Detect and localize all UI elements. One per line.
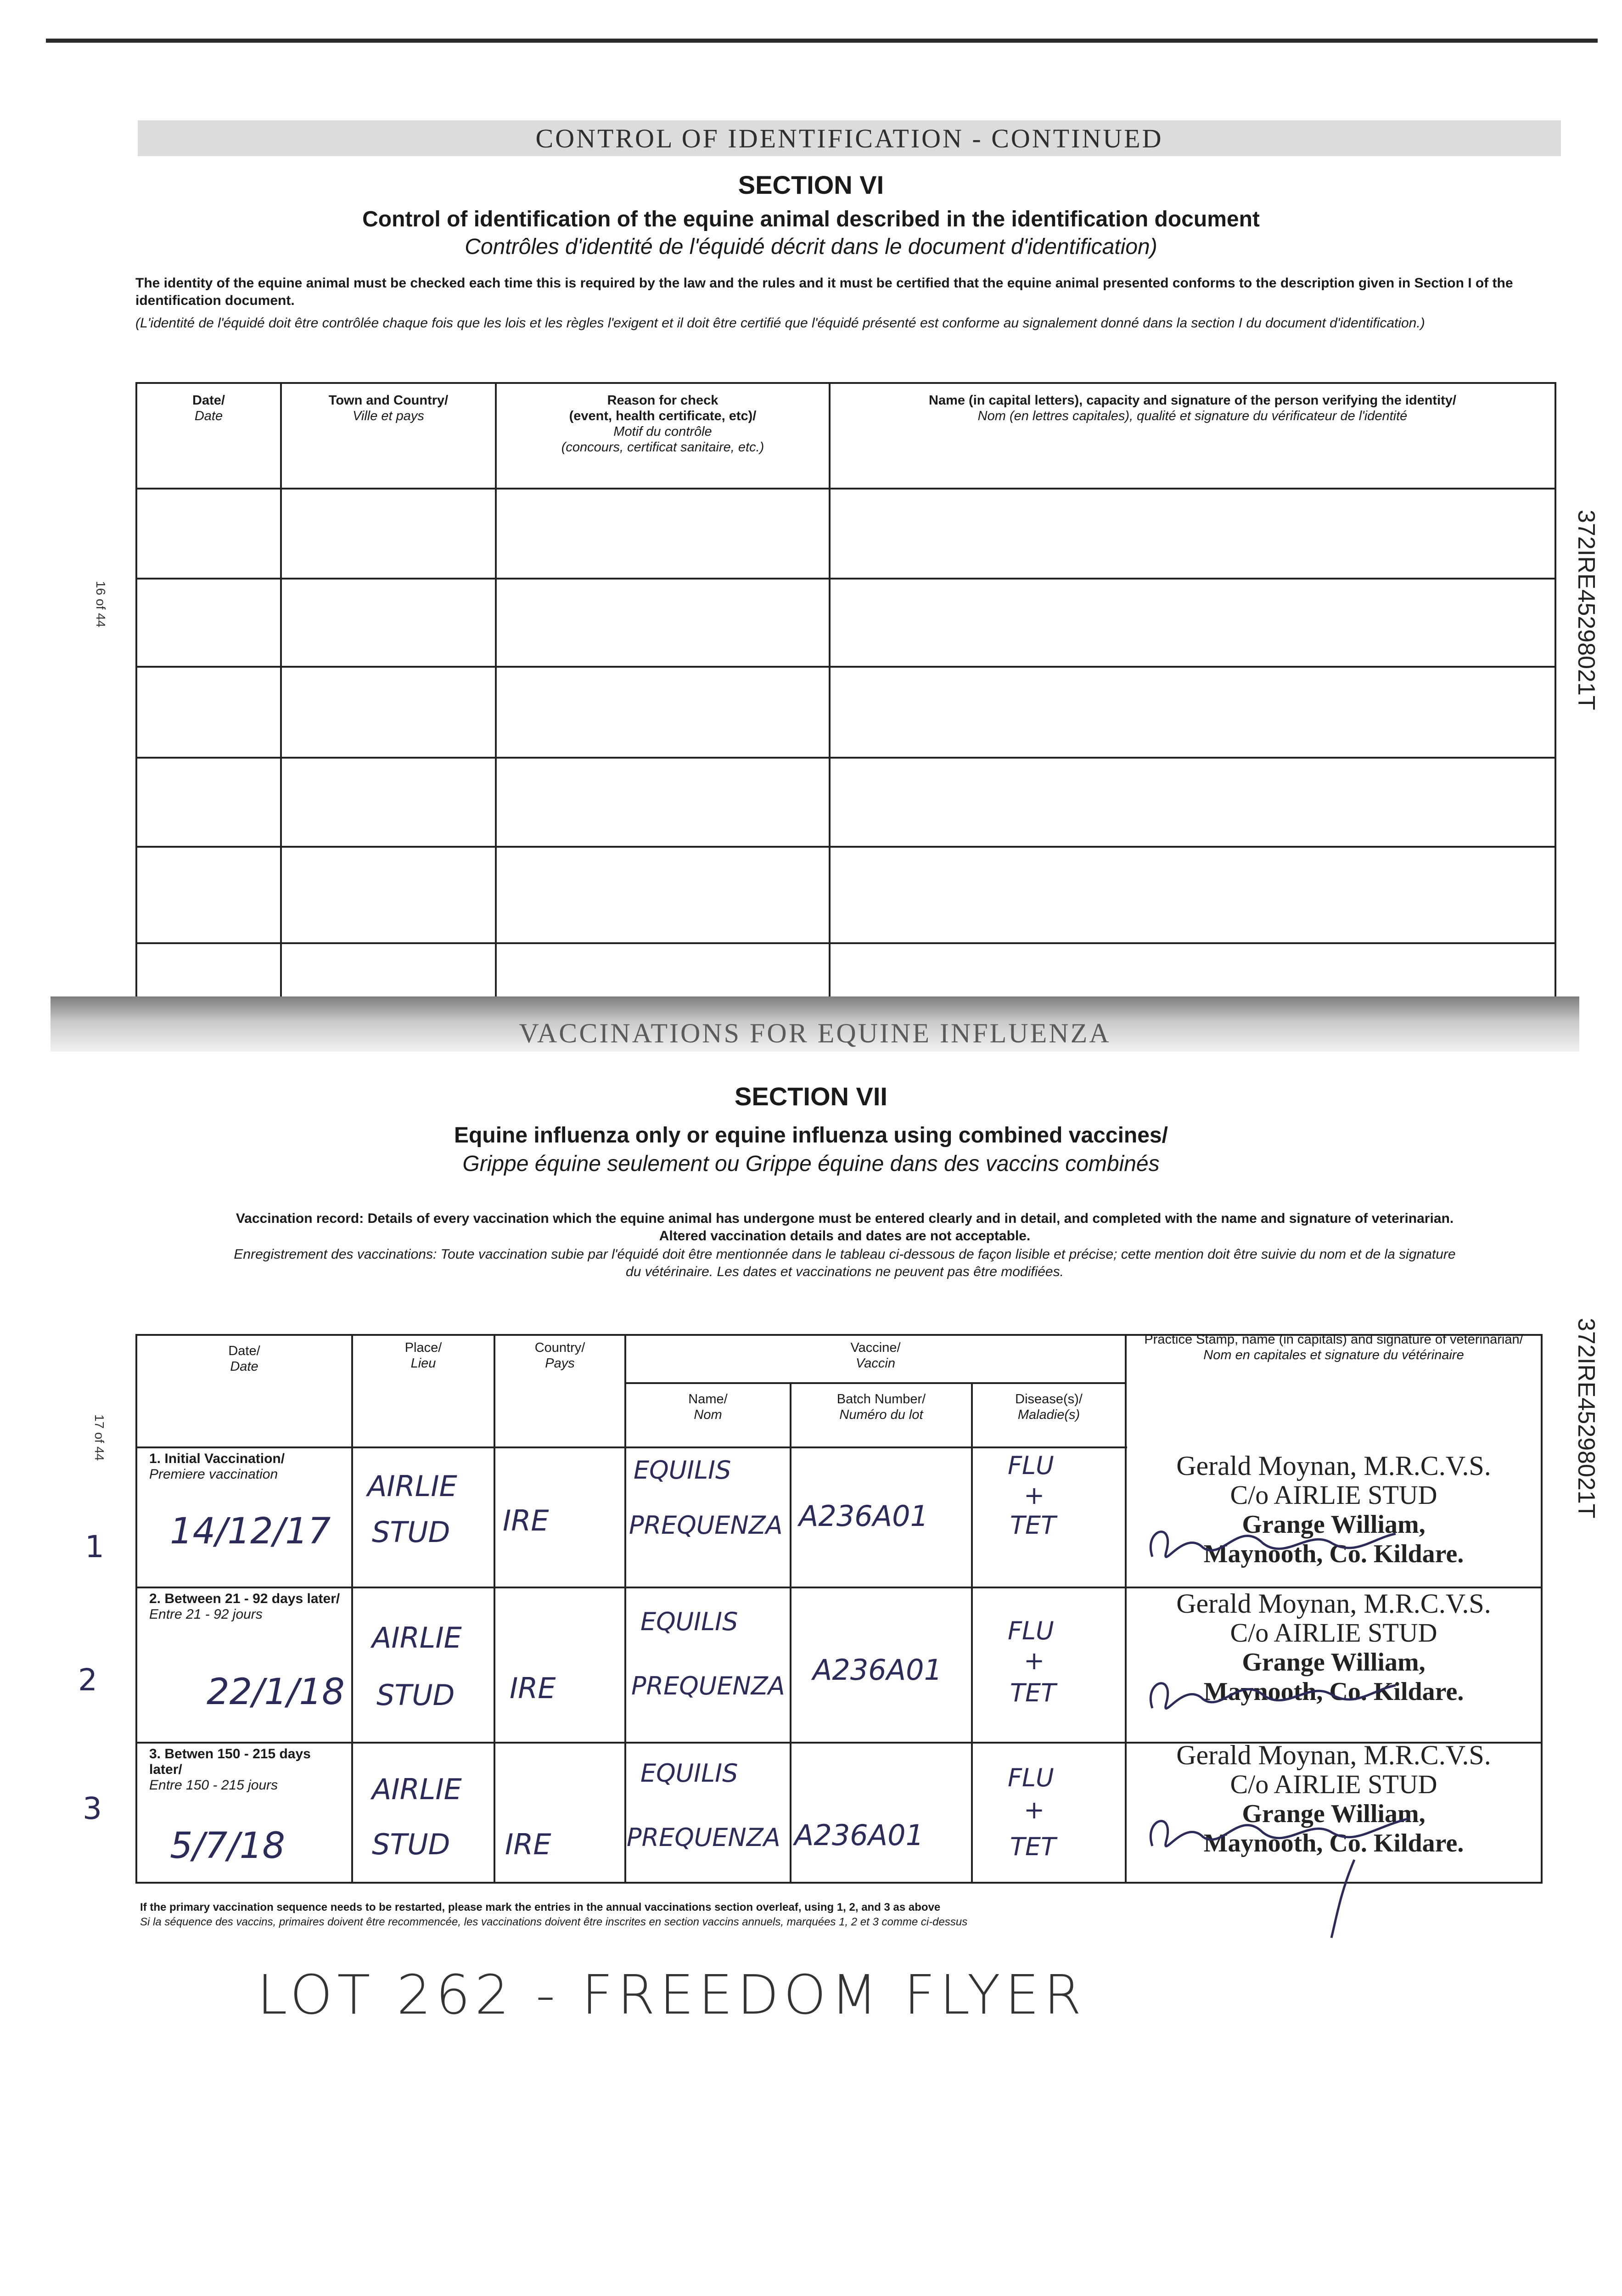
col-header-disease: Disease(s)/ Maladie(s) [1015, 1392, 1083, 1422]
place-2-line2: STUD [376, 1678, 455, 1712]
handwritten-lot-note: LOT 262 - FREEDOM FLYER [257, 1963, 1086, 2026]
batch-number-1: A236A01 [799, 1499, 929, 1533]
vaccine-name-1-line2: PREQUENZA [629, 1511, 783, 1540]
section-vi-instructions-en: The identity of the equine animal must be checked each time this is required by the law and the rules and it must be certified that the equine animal presented conforms to the description given in Section I of the identification document. [135, 276, 1513, 308]
place-3-line2: STUD [372, 1828, 450, 1861]
vaccination-record-en-2: Altered vaccination details and dates are not acceptable. [659, 1228, 1031, 1244]
side-identifier-upper: 372IRE45298021T [1573, 510, 1600, 710]
disease-3-line1: FLU [1008, 1763, 1054, 1792]
place-3-line1: AIRLIE [372, 1773, 462, 1806]
disease-2-line3: TET [1010, 1678, 1056, 1707]
col-header-vaccine: Vaccine/ Vaccin [850, 1340, 901, 1371]
page-number-17: 17 of 44 [92, 1414, 107, 1461]
country-2: IRE [510, 1671, 556, 1705]
page-number-16: 16 of 44 [94, 581, 108, 628]
vaccine-name-2-line1: EQUILIS [640, 1607, 738, 1636]
disease-3-line2: + [1024, 1795, 1045, 1824]
section-vi-subtitle-en: Control of identification of the equine animal described in the identification document [362, 207, 1260, 231]
batch-number-3: A236A01 [794, 1818, 924, 1852]
footnote-en: If the primary vaccination sequence needs to be restarted, please mark the entries in the annual vaccinations section overleaf, using 1, 2, and 3 as above [140, 1901, 941, 1913]
disease-1-line3: TET [1010, 1511, 1056, 1540]
place-1-line1: AIRLIE [367, 1469, 457, 1503]
vet-signature-2 [1134, 1649, 1409, 1727]
col-header-place: Place/ Lieu [404, 1340, 442, 1371]
disease-3-line3: TET [1010, 1832, 1056, 1861]
footnote-fr: Si la séquence des vaccins, primaires doivent être recommencée, les vaccinations doivent être inscrites en section vaccins annuels, marquées 1, 2 et 3 comme ci-dessus [140, 1916, 968, 1928]
row-label-second: 2. Between 21 - 92 days later/ Entre 21 - 92 jours [149, 1591, 340, 1622]
col-header-date: Date/ Date [192, 393, 225, 423]
vaccination-date-3: 5/7/18 [170, 1825, 286, 1867]
practice-stamp-2: Gerald Moynan, M.R.C.V.S. C/o AIRLIE STUD Grange William, Maynooth, Co. Kildare. [1176, 1588, 1491, 1706]
row-label-third: 3. Betwen 150 - 215 days later/ Entre 150 - 215 jours [149, 1746, 311, 1793]
margin-number-1: 1 [85, 1529, 104, 1564]
col-header-town-country: Town and Country/ Ville et pays [328, 393, 449, 423]
section-vii-subtitle-fr: Grippe équine seulement ou Grippe équine dans des vaccins combinés [462, 1152, 1160, 1176]
margin-number-2: 2 [78, 1662, 97, 1698]
vaccine-name-3-line1: EQUILIS [640, 1759, 738, 1788]
place-1-line2: STUD [372, 1515, 450, 1549]
vet-signature-1 [1134, 1502, 1409, 1580]
country-3: IRE [505, 1828, 551, 1861]
section-vii-title: SECTION VII [735, 1082, 887, 1111]
col-header-country: Country/ Pays [534, 1340, 585, 1371]
disease-1-line2: + [1024, 1481, 1045, 1510]
vaccine-name-1-line1: EQUILIS [634, 1456, 731, 1485]
vaccination-record-fr: Enregistrement des vaccinations: Toute vaccination subie par l'équidé doit être mentionnée dans le tableau ci-dessous de façon lisible et précise; cette mention doit être suivie du nom et de la signature [234, 1247, 1456, 1262]
vaccine-name-2-line2: PREQUENZA [631, 1671, 785, 1700]
vaccination-record-fr-2: du vétérinaire. Les dates et vaccinations ne peuvent pas être modifiées. [626, 1264, 1064, 1279]
disease-2-line1: FLU [1008, 1616, 1054, 1645]
section-vii-banner: VACCINATIONS FOR EQUINE INFLUENZA [51, 996, 1579, 1052]
col-header-vacc-date: Date/ Date [228, 1344, 260, 1374]
col-header-reason: Reason for check (event, health certificate, etc)/ Motif du contrôle (concours, certificat sanitaire, etc.) [561, 393, 764, 455]
col-header-batch-number: Batch Number/ Numéro du lot [836, 1392, 926, 1422]
section-vi-instructions-fr: (L'identité de l'équidé doit être contrôlée chaque fois que les lois et les règles l'exigent et il doit être certifié que l'équidé présenté est conforme au signalement donné dans la section I du document d'identification.) [135, 315, 1425, 331]
top-rule [46, 39, 1598, 43]
disease-2-line2: + [1024, 1646, 1045, 1675]
vaccination-record-en: Vaccination record: Details of every vaccination which the equine animal has undergone must be entered clearly and in detail, and completed with the name and signature of veterinarian. [236, 1211, 1454, 1226]
col-header-vaccine-name: Name/ Nom [688, 1392, 728, 1422]
row-label-initial: 1. Initial Vaccination/ Premiere vaccination [149, 1451, 285, 1482]
disease-1-line1: FLU [1008, 1451, 1054, 1480]
practice-stamp-3: Gerald Moynan, M.R.C.V.S. C/o AIRLIE STUD Grange William, Maynooth, Co. Kildare. [1176, 1740, 1491, 1857]
vaccination-date-1: 14/12/17 [170, 1511, 331, 1552]
country-1: IRE [503, 1504, 549, 1537]
section-vi-subtitle-fr: Contrôles d'identité de l'équidé décrit dans le document d'identification) [465, 235, 1157, 259]
side-identifier-lower: 372IRE45298021T [1573, 1318, 1600, 1519]
margin-number-3: 3 [83, 1791, 102, 1826]
section-vi-banner: CONTROL OF IDENTIFICATION - CONTINUED [138, 120, 1561, 156]
vaccination-date-2: 22/1/18 [207, 1671, 345, 1713]
section-vi-title: SECTION VI [738, 170, 884, 199]
vaccine-name-3-line2: PREQUENZA [627, 1823, 780, 1852]
section-vii-subtitle-en: Equine influenza only or equine influenza using combined vaccines/ [454, 1123, 1168, 1148]
col-header-practice-stamp: Practice Stamp, name (in capitals) and signature of veterinarian/ Nom en capitales et signature du vétérinaire [1144, 1332, 1523, 1362]
practice-stamp-1: Gerald Moynan, M.R.C.V.S. C/o AIRLIE STUD Grange William, Maynooth, Co. Kildare. [1176, 1451, 1491, 1568]
batch-number-2: A236A01 [813, 1653, 943, 1687]
col-header-verifier: Name (in capital letters), capacity and signature of the person verifying the identity/ Nom (en lettres capitales), qualité et signature du vérificateur de l'identité [929, 393, 1456, 423]
place-2-line1: AIRLIE [372, 1621, 462, 1654]
